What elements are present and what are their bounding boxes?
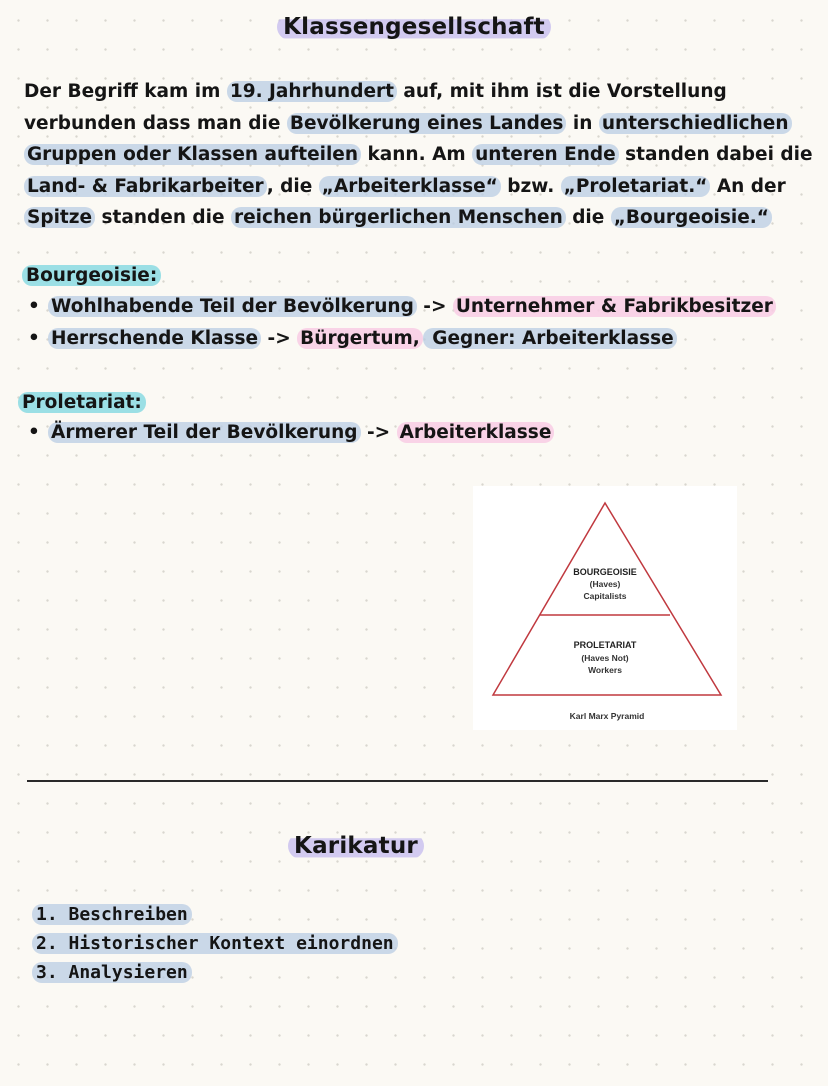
- bullet-result: Bürgertum,: [297, 328, 423, 349]
- bullet-extra: Gegner: Arbeiterklasse: [423, 328, 677, 349]
- highlight: „Arbeiterklasse“: [319, 176, 501, 197]
- pyramid-diagram: [473, 486, 737, 730]
- list-item-text: 1. Beschreiben: [32, 904, 192, 925]
- page-title: [0, 14, 828, 40]
- arrow-text: ->: [416, 296, 453, 317]
- paragraph-line: [24, 139, 814, 171]
- paragraph-text: Der Begriff kam im: [24, 81, 227, 102]
- proletariat-bullet-1: [28, 422, 554, 443]
- bullet-dot-icon: •: [28, 296, 40, 317]
- section-title-karikatur: [0, 833, 770, 859]
- bullet-text: Wohlhabende Teil der Bevölkerung: [48, 296, 417, 317]
- pyramid-bottom-title: PROLETARIAT: [573, 640, 637, 650]
- highlight: „Bourgeoisie.“: [611, 207, 772, 228]
- pyramid-caption: Karl Marx Pyramid: [569, 711, 645, 721]
- list-item: [32, 933, 398, 954]
- highlight: Spitze: [24, 207, 95, 228]
- highlight: Bevölkerung eines Landes: [287, 113, 567, 134]
- bourgeoisie-bullet-2: [28, 328, 677, 349]
- pyramid-bottom-sub2: Workers: [588, 665, 622, 675]
- highlight: reichen bürgerlichen Menschen: [231, 207, 566, 228]
- highlight: Land- & Fabrikarbeiter: [24, 176, 267, 197]
- arrow-text: ->: [360, 422, 397, 443]
- highlight: Gruppen oder Klassen aufteilen: [24, 144, 361, 165]
- karl-marx-pyramid-image: [473, 486, 737, 730]
- page-title-text: Klassengesellschaft: [277, 14, 551, 40]
- paragraph-text: , die: [266, 175, 319, 197]
- bullet-dot-icon: •: [28, 422, 40, 443]
- paragraph-line: [24, 171, 814, 203]
- arrow-text: ->: [261, 328, 298, 349]
- paragraph-text: An der: [710, 175, 786, 197]
- paragraph-text: die: [565, 207, 611, 228]
- bourgeoisie-heading: [22, 265, 161, 286]
- section-divider: [27, 780, 768, 782]
- bullet-result: Arbeiterklasse: [397, 422, 555, 443]
- bullet-dot-icon: •: [28, 328, 40, 349]
- paragraph-text: in: [566, 112, 599, 134]
- highlight: „Proletariat.“: [561, 176, 711, 197]
- section-title-text: Karikatur: [288, 833, 424, 859]
- paragraph-text: auf, mit ihm ist die Vorstellung: [396, 81, 727, 102]
- pyramid-top-sub2: Capitalists: [583, 591, 627, 601]
- highlight: unteren Ende: [472, 144, 619, 165]
- proletariat-heading-text: Proletariat:: [18, 392, 146, 413]
- bullet-text: Herrschende Klasse: [48, 328, 261, 349]
- paragraph-line: [24, 76, 814, 108]
- paragraph-line: [24, 202, 814, 234]
- paragraph-text: bzw.: [500, 175, 561, 197]
- paragraph-text: standen die: [95, 207, 232, 228]
- pyramid-top-sub1: (Haves): [589, 579, 621, 589]
- bourgeoisie-bullet-1: [28, 296, 776, 317]
- list-item-text: 3. Analysieren: [32, 962, 192, 983]
- intro-paragraph: [24, 76, 814, 234]
- bourgeoisie-heading-text: Bourgeoisie:: [22, 265, 161, 286]
- list-item: [32, 962, 192, 983]
- paragraph-text: standen dabei die: [618, 144, 813, 165]
- highlight: unterschiedlichen: [599, 113, 792, 134]
- pyramid-bottom-sub1: (Haves Not): [581, 653, 629, 663]
- pyramid-top-title: BOURGEOISIE: [573, 567, 637, 577]
- paragraph-line: [24, 108, 814, 140]
- proletariat-heading: [18, 392, 146, 413]
- bullet-text: Ärmerer Teil der Bevölkerung: [48, 422, 361, 443]
- paragraph-text: verbunden dass man die: [24, 112, 287, 134]
- list-item: [32, 904, 192, 925]
- paragraph-text: kann. Am: [361, 144, 473, 165]
- highlight: 19. Jahrhundert: [227, 81, 397, 102]
- list-item-text: 2. Historischer Kontext einordnen: [32, 933, 398, 954]
- bullet-result: Unternehmer & Fabrikbesitzer: [453, 296, 776, 317]
